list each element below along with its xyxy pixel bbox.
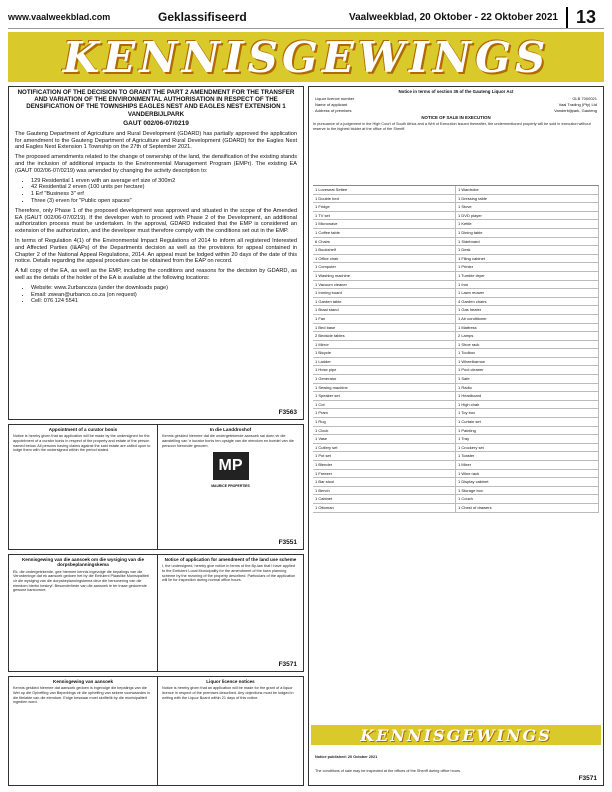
table-cell: 1 Cutlery set <box>313 444 456 453</box>
logo-caption: MAURICE PROPERTIES <box>211 484 250 489</box>
footer-text: The conditions of sale may be inspected at the offices of the Sheriff during office hours. <box>315 769 462 774</box>
notice-title: Liquor licence notices <box>206 679 255 684</box>
table-cell: 1 Bicycle <box>313 349 456 358</box>
table-cell: 1 Sideboard <box>456 238 599 247</box>
table-cell: 2 Bedside tables <box>313 332 456 341</box>
right-column <box>308 86 604 786</box>
notice-text: Notice is hereby given that an application will be made for the grant of a liquor licence in respect of the premises described. Any objections must be lodged in writing with the Liquor Board within 21 days of this notice. <box>162 686 294 700</box>
site-url[interactable]: www.vaalweekblad.com <box>8 12 111 22</box>
notice-text: Kennis geskied hiermee dat aansoek gedoen is ingevolge die bepalings van die Wet op die Opheffing van Beperkings vir die opheffing van sekere voorwaardes in die titelakte van die eiendom. Enige beswaar moet skriftelik by die munisipaliteit ingedien word. <box>13 686 150 705</box>
section-banner <box>8 32 604 82</box>
notice-title: Kennisgewing van die aansoek om die wysiging van die dorpsbeplanningskema <box>21 557 145 568</box>
table-cell: 1 Vacuum cleaner <box>313 281 456 290</box>
table-cell: 4 Garden chairs <box>456 298 599 307</box>
page-header <box>8 6 604 29</box>
table-cell: 1 Curtain set <box>456 418 599 427</box>
table-cell: 1 Filing cabinet <box>456 255 599 264</box>
table-cell: 1 Office chair <box>313 255 456 264</box>
notice-title: Notice of application for amendment of the land use scheme <box>164 557 297 562</box>
section-heading: NOTICE OF SALE IN EXECUTION <box>421 115 491 121</box>
table-cell: 1 Toy box <box>456 409 599 418</box>
table-cell: 1 Radio <box>456 384 599 393</box>
company-logo: MP <box>213 452 249 480</box>
table-cell: 1 Toaster <box>456 452 599 461</box>
table-cell: 1 Double bed <box>313 195 456 204</box>
table-cell: 1 Ironing board <box>313 289 456 298</box>
table-cell: 1 Bookshelf <box>313 246 456 255</box>
table-cell: 1 Freezer <box>313 470 456 479</box>
notice-text: Ek, die ondergetekende, gee hiermee kennis ingevolge die bepalings van die Verordeninge dat ek aansoek gedoen het by die Emfuleni Plaaslike Munisipaliteit vir die wysiging van die dorpsbeplanningskema deur die hersonering van die eiendom hierbo beskryf. Besonderhede van die aansoek le ter insae gedurende gewone kantoorure. <box>13 569 149 593</box>
table-cell: 1 Tray <box>456 435 599 444</box>
contact-email[interactable]: • Email: zwean@urbanco.co.za (on request) <box>31 292 297 299</box>
notice-title: In die Landdroshof <box>209 427 252 432</box>
table-cell: 1 DVD player <box>456 212 599 221</box>
notice-paragraph: The Gauteng Department of Agriculture and Rural Development (GDARD) has partially approved the application for amendment to the Gauteng Department of Agriculture and Rural Development (GDARD) for the Eagles Nest and Eagles Nest Extension 1 Township on the 27th of September 2021. <box>15 130 297 151</box>
notice-paragraph: A full copy of the EA, as well as the EMP, including the conditions and reasons for the decision by GDARD, as well as the details of the holder of the EA is available at the following locations: <box>15 268 297 281</box>
table-cell: 1 Braai stand <box>313 306 456 315</box>
table-cell: 1 Washing machine <box>313 272 456 281</box>
table-cell: 1 Loveseat Settee <box>313 186 456 195</box>
table-cell: 1 Couch <box>456 495 599 504</box>
notice-ea-amendment <box>8 86 304 420</box>
table-cell: 1 Microwave <box>313 220 456 229</box>
table-cell: 1 Pram <box>313 409 456 418</box>
notice-code: F3551 <box>278 539 297 546</box>
table-cell: 1 Pot set <box>313 452 456 461</box>
issue-date: Vaalweekblad, 20 Oktober - 22 Oktober 2021 <box>349 11 558 23</box>
table-cell: 1 Vase <box>313 435 456 444</box>
table-cell: 1 Kettle <box>456 220 599 229</box>
table-cell: 1 Garden table <box>313 298 456 307</box>
bottom-banner <box>311 725 601 745</box>
notice-paragraph: The proposed amendments related to the change of ownership of the land, the densification of the existing stands and the inclusion of additional impacts to the Environmental Management Program (EMPr). The existing EA (GAUT 002/06-07/0219) was amended by changing the activity description to: <box>15 154 297 174</box>
table-cell: 1 Sewing machine <box>313 384 456 393</box>
notice-title: NOTIFICATION OF THE DECISION TO GRANT THE PART 2 AMENDMENT FOR THE TRANSFER AND VARIATION OF THE ENVIRONMENTAL AUTHORISATION IN RESPECT OF THE DENSIFICATION OF THE TOWNSHIPS EAGLES NEST AND EAGLES NEST EXTENSION 1 VANDERBIJLPARK <box>17 89 295 118</box>
notice-intro: In pursuance of a judgement in the High Court of South Africa and a Writ of Execution issued thereafter, the undermentioned property will be sold in execution without reserve to the highest bidder at the office of the Sheriff. <box>313 122 591 131</box>
notice-liquor <box>8 676 304 786</box>
contact-list <box>31 285 297 305</box>
contact-website[interactable]: • Website: www.2urbancoza (under the downloads page) <box>31 285 297 292</box>
notice-land-use <box>8 554 304 672</box>
table-cell: 1 Ottoman <box>313 504 456 513</box>
notice-paragraph: Therefore, only Phase 1 of the proposed development was approved and situated in the scope of the Amended EA (GAUT 002/06-07/0219). If the developer wish to proceed with Phase 2 of the Development, an additional authorization process must be undertaken. In the approval, GDARD indicated that the EMP is considered an extension of the authorization, and the developer must therefore comply with the conditions set out in the EMP. <box>15 207 297 235</box>
table-cell: 1 Wheelbarrow <box>456 358 599 367</box>
table-cell: 1 Shoe rack <box>456 341 599 350</box>
activity-list <box>31 178 297 205</box>
notice-reference: GAUT 002/06-07/0219 <box>123 119 189 127</box>
info-row: Address of premises Vanderbijlpark, Gauteng <box>315 108 597 114</box>
table-cell: 1 Wine rack <box>456 470 599 479</box>
notice-code: F3571 <box>278 661 297 668</box>
notice-text: Notice is hereby given that an application will be made by the undersigned for the appointment of a curator bonis in respect of the property and estate of the person named below. All persons having claims against the said estate are called upon to lodge them with the undersigned within the period stated. <box>13 434 151 453</box>
table-cell: 1 TV set <box>313 212 456 221</box>
table-cell: 1 Lawn mower <box>456 289 599 298</box>
table-cell: 1 Blender <box>313 461 456 470</box>
table-cell: 1 Speaker set <box>313 392 456 401</box>
table-cell: 1 Pool cleaner <box>456 366 599 375</box>
table-cell: 6 Chairs <box>313 238 456 247</box>
table-cell: 1 Bar stool <box>313 478 456 487</box>
table-cell: 1 Coffee table <box>313 229 456 238</box>
table-cell: 1 Tumble dryer <box>456 272 599 281</box>
notice-code: F3563 <box>278 409 297 416</box>
table-cell: 2 Lamps <box>456 332 599 341</box>
table-cell: 1 Wardrobe <box>456 186 599 195</box>
table-cell: 1 Dressing table <box>456 195 599 204</box>
table-cell: 1 Bed base <box>313 324 456 333</box>
table-cell: 1 Mirror <box>313 341 456 350</box>
table-cell: 1 Painting <box>456 427 599 436</box>
table-cell: 1 Rug <box>313 418 456 427</box>
list-item: • 129 Residential 1 erven with an average erf size of 300m2 <box>31 178 297 185</box>
table-cell: 1 Storage box <box>456 487 599 496</box>
table-cell: 1 Iron <box>456 281 599 290</box>
table-cell: 1 Cabinet <box>313 495 456 504</box>
table-cell: 1 Chest of drawers <box>456 504 599 513</box>
list-item: • 42 Residential 2 erven (100 units per hectare) <box>31 184 297 191</box>
table-cell: 1 Dining table <box>456 229 599 238</box>
page-number: 13 <box>566 7 604 28</box>
list-item: • Three (3) erven for "Public open spaces" <box>31 198 297 205</box>
table-cell: 1 Mixer <box>456 461 599 470</box>
table-cell: 1 Generator <box>313 375 456 384</box>
banner-title: KENNISGEWINGS <box>360 725 552 745</box>
notice-text: Kennis geskied hiermee dat die ondergetekende aansoek sal doen vir die aanstelling van 'n kurator bonis ten opsigte van die eiendom en boedel van die persoon hieronder genoem. <box>162 434 294 448</box>
table-cell: 1 Fridge <box>313 203 456 212</box>
table-cell: 1 Air conditioner <box>456 315 599 324</box>
list-item: • 1 Erf "Business 3" erf <box>31 191 297 198</box>
table-cell: 1 Gas heater <box>456 306 599 315</box>
table-cell: 1 Ladder <box>313 358 456 367</box>
notice-sale-in-execution <box>308 86 604 786</box>
table-cell: 1 Stove <box>456 203 599 212</box>
notice-title: Notice in terms of section 35 of the Gauteng Liquor Act <box>398 89 514 94</box>
table-cell: 1 Toolbox <box>456 349 599 358</box>
table-cell: 1 Headboard <box>456 392 599 401</box>
table-cell: 1 Clock <box>313 427 456 436</box>
table-cell: 1 Fan <box>313 315 456 324</box>
footer-label: Notice published: 20 October 2021 <box>315 755 378 760</box>
table-cell: 1 High chair <box>456 401 599 410</box>
table-cell: 1 Cot <box>313 401 456 410</box>
notice-curator <box>8 424 304 550</box>
table-cell: 1 Display cabinet <box>456 478 599 487</box>
info-row: Liquor licence number GLB 7000021 <box>315 96 597 102</box>
table-cell: 1 Computer <box>313 263 456 272</box>
notice-code: F3571 <box>578 775 597 782</box>
table-cell: 1 Bench <box>313 487 456 496</box>
notice-paragraph: In terms of Regulation 4(1) of the Environmental Impact Regulations of 2014 to inform all registered Interested and Affected Parties (I&APs) of the Departments decision as well as the provisions for appeal contained in Chapter 2 of the National Appeal Regulations, 2014. An appeal must be lodged within 20 days of the date of this notice. Details regarding the appeal procedure can be obtained from the EAP on record. <box>15 237 297 265</box>
info-row: Name of applicant Vaal Trading (Pty) Ltd <box>315 102 597 108</box>
table-cell: 1 Crockery set <box>456 444 599 453</box>
left-column <box>8 86 304 786</box>
table-cell: 1 Desk <box>456 246 599 255</box>
section-category: Geklassifiseerd <box>158 10 247 24</box>
contact-phone: • Cell: 076 124 5541 <box>31 298 297 305</box>
notice-text: I, the undersigned, hereby give notice in terms of the By-law that I have applied to the Emfuleni Local Municipality for the amendment of the town planning scheme by the rezoning of the property described. Particulars of the application will lie for inspection during normal office hours. <box>162 564 296 583</box>
inventory-table <box>313 185 599 513</box>
notice-title: Appointment of a curator bonis <box>48 427 118 432</box>
table-cell: 1 Printer <box>456 263 599 272</box>
table-cell: 1 Safe <box>456 375 599 384</box>
notice-title: Kennisgewing van aansoek <box>53 679 113 684</box>
banner-title: KENNISGEWINGS <box>62 32 550 82</box>
table-cell: 1 Mattress <box>456 324 599 333</box>
table-cell: 1 Hose pipe <box>313 366 456 375</box>
